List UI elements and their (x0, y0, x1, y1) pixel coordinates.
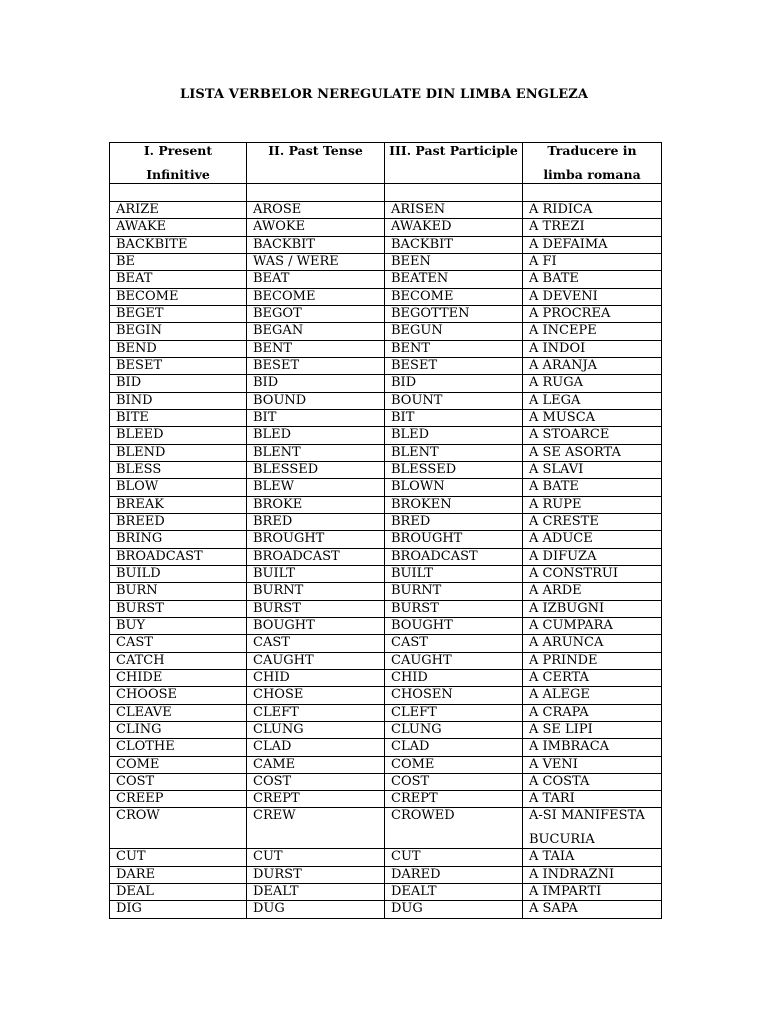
present-infinitive-cell: BECOME (110, 288, 247, 305)
table-row (110, 808, 662, 849)
translation-cell: A DEFAIMA (523, 236, 662, 253)
past-tense-cell: WAS / WERE (247, 253, 385, 270)
past-tense-cell: AROSE (247, 202, 385, 219)
past-participle-cell: CHOSEN (385, 687, 523, 704)
past-tense-cell: BROUGHT (247, 531, 385, 548)
past-tense-cell: BID (247, 375, 385, 392)
past-tense-cell: CREW (247, 808, 385, 849)
past-tense-cell: COST (247, 773, 385, 790)
past-tense-cell: CAUGHT (247, 652, 385, 669)
past-participle-cell: BEGUN (385, 323, 523, 340)
table-body (110, 202, 662, 919)
translation-cell: A DIFUZA (523, 548, 662, 565)
translation-cell: A CRESTE (523, 513, 662, 530)
past-tense-cell: CAST (247, 635, 385, 652)
present-infinitive-cell: CLEAVE (110, 704, 247, 721)
translation-cell: A TAIA (523, 849, 662, 866)
translation-cell: A INDOI (523, 340, 662, 357)
past-tense-cell: CLAD (247, 739, 385, 756)
translation-cell: A RIDICA (523, 202, 662, 219)
table-row (110, 219, 662, 236)
past-participle-cell: COME (385, 756, 523, 773)
past-tense-cell: BEAT (247, 271, 385, 288)
past-tense-cell: CREPT (247, 791, 385, 808)
table-row (110, 409, 662, 426)
table-row (110, 479, 662, 496)
table-row (110, 687, 662, 704)
past-participle-cell: CREPT (385, 791, 523, 808)
past-participle-cell: CAST (385, 635, 523, 652)
table-row (110, 375, 662, 392)
translation-cell: A SAPA (523, 901, 662, 918)
table-row (110, 583, 662, 600)
past-participle-cell: BLESSED (385, 461, 523, 478)
past-tense-cell: CLUNG (247, 721, 385, 738)
present-infinitive-cell: BEND (110, 340, 247, 357)
translation-cell: A PRINDE (523, 652, 662, 669)
past-participle-cell: BLOWN (385, 479, 523, 496)
translation-cell: A VENI (523, 756, 662, 773)
translation-cell: A CRAPA (523, 704, 662, 721)
translation-cell: A STOARCE (523, 427, 662, 444)
translation-cell: A DEVENI (523, 288, 662, 305)
header-present-infinitive: I. Present Infinitive (110, 143, 247, 184)
table-row (110, 721, 662, 738)
present-infinitive-cell: BID (110, 375, 247, 392)
past-tense-cell: BURNT (247, 583, 385, 600)
present-infinitive-cell: AWAKE (110, 219, 247, 236)
past-participle-cell: DEALT (385, 884, 523, 901)
past-participle-cell: BRED (385, 513, 523, 530)
present-infinitive-cell: CAST (110, 635, 247, 652)
past-tense-cell: BLESSED (247, 461, 385, 478)
past-tense-cell: CHID (247, 669, 385, 686)
present-infinitive-cell: BITE (110, 409, 247, 426)
past-tense-cell: DURST (247, 866, 385, 883)
translation-cell: A RUPE (523, 496, 662, 513)
translation-cell: A BATE (523, 479, 662, 496)
present-infinitive-cell: BE (110, 253, 247, 270)
translation-cell: A COSTA (523, 773, 662, 790)
present-infinitive-cell: CUT (110, 849, 247, 866)
present-infinitive-cell: BREAK (110, 496, 247, 513)
table-row (110, 340, 662, 357)
past-tense-cell: BROKE (247, 496, 385, 513)
translation-cell: A FI (523, 253, 662, 270)
table-row (110, 305, 662, 322)
table-row (110, 884, 662, 901)
table-row (110, 739, 662, 756)
past-participle-cell: BOUGHT (385, 617, 523, 634)
present-infinitive-cell: DARE (110, 866, 247, 883)
translation-cell: A MUSCA (523, 409, 662, 426)
table-row (110, 496, 662, 513)
present-infinitive-cell: BIND (110, 392, 247, 409)
present-infinitive-cell: CHOOSE (110, 687, 247, 704)
present-infinitive-cell: BLEED (110, 427, 247, 444)
past-tense-cell: BECOME (247, 288, 385, 305)
translation-cell: A ARDE (523, 583, 662, 600)
present-infinitive-cell: BURN (110, 583, 247, 600)
document-title: LISTA VERBELOR NEREGULATE DIN LIMBA ENGLEZA (179, 87, 589, 102)
past-participle-cell: DUG (385, 901, 523, 918)
past-tense-cell: CHOSE (247, 687, 385, 704)
past-tense-cell: BUILT (247, 565, 385, 582)
past-tense-cell: CUT (247, 849, 385, 866)
irregular-verbs-table (109, 142, 662, 919)
translation-cell: A LEGA (523, 392, 662, 409)
past-tense-cell: BESET (247, 357, 385, 374)
past-tense-cell: BACKBIT (247, 236, 385, 253)
past-participle-cell: ARISEN (385, 202, 523, 219)
past-participle-cell: BEATEN (385, 271, 523, 288)
present-infinitive-cell: BRING (110, 531, 247, 548)
table-row (110, 565, 662, 582)
translation-cell: A CUMPARA (523, 617, 662, 634)
translation-cell: A-SI MANIFESTA BUCURIA (523, 808, 662, 849)
past-participle-cell: BROKEN (385, 496, 523, 513)
past-tense-cell: CAME (247, 756, 385, 773)
present-infinitive-cell: CATCH (110, 652, 247, 669)
table-row (110, 635, 662, 652)
translation-cell: A BATE (523, 271, 662, 288)
translation-cell: A SE LIPI (523, 721, 662, 738)
translation-cell: A ARANJA (523, 357, 662, 374)
translation-cell: A TREZI (523, 219, 662, 236)
translation-cell: A IZBUGNI (523, 600, 662, 617)
table-row (110, 791, 662, 808)
table-row (110, 513, 662, 530)
present-infinitive-cell: BACKBITE (110, 236, 247, 253)
translation-cell: A SLAVI (523, 461, 662, 478)
table-row (110, 849, 662, 866)
present-infinitive-cell: BUY (110, 617, 247, 634)
past-participle-cell: BUILT (385, 565, 523, 582)
past-participle-cell: BECOME (385, 288, 523, 305)
table-row (110, 461, 662, 478)
past-tense-cell: DEALT (247, 884, 385, 901)
translation-cell: A RUGA (523, 375, 662, 392)
past-tense-cell: BURST (247, 600, 385, 617)
present-infinitive-cell: CHIDE (110, 669, 247, 686)
table-row (110, 357, 662, 374)
table-row (110, 617, 662, 634)
past-tense-cell: BEGOT (247, 305, 385, 322)
past-participle-cell: BROUGHT (385, 531, 523, 548)
past-participle-cell: CHID (385, 669, 523, 686)
present-infinitive-cell: BLOW (110, 479, 247, 496)
table-row (110, 253, 662, 270)
present-infinitive-cell: CLOTHE (110, 739, 247, 756)
past-participle-cell: BID (385, 375, 523, 392)
table-row (110, 288, 662, 305)
past-tense-cell: BLENT (247, 444, 385, 461)
past-participle-cell: CUT (385, 849, 523, 866)
present-infinitive-cell: BLESS (110, 461, 247, 478)
past-tense-cell: CLEFT (247, 704, 385, 721)
past-tense-cell: BIT (247, 409, 385, 426)
past-participle-cell: DARED (385, 866, 523, 883)
past-participle-cell: CAUGHT (385, 652, 523, 669)
past-participle-cell: BOUNT (385, 392, 523, 409)
past-tense-cell: BLED (247, 427, 385, 444)
table-row (110, 202, 662, 219)
translation-cell: A PROCREA (523, 305, 662, 322)
translation-cell: A INCEPE (523, 323, 662, 340)
translation-cell: A ARUNCA (523, 635, 662, 652)
table-row (110, 236, 662, 253)
past-tense-cell: BLEW (247, 479, 385, 496)
table-row (110, 901, 662, 918)
table-row (110, 392, 662, 409)
present-infinitive-cell: BUILD (110, 565, 247, 582)
translation-cell: A CONSTRUI (523, 565, 662, 582)
table-row (110, 548, 662, 565)
translation-cell: A CERTA (523, 669, 662, 686)
present-infinitive-cell: BURST (110, 600, 247, 617)
past-participle-cell: BEEN (385, 253, 523, 270)
past-participle-cell: CLEFT (385, 704, 523, 721)
table-row (110, 427, 662, 444)
past-participle-cell: BEGOTTEN (385, 305, 523, 322)
present-infinitive-cell: BEGIN (110, 323, 247, 340)
present-infinitive-cell: BREED (110, 513, 247, 530)
present-infinitive-cell: BROADCAST (110, 548, 247, 565)
table-row (110, 704, 662, 721)
present-infinitive-cell: BESET (110, 357, 247, 374)
past-participle-cell: CLUNG (385, 721, 523, 738)
table-header-row (110, 143, 662, 184)
past-tense-cell: BOUGHT (247, 617, 385, 634)
present-infinitive-cell: CREEP (110, 791, 247, 808)
table-row (110, 600, 662, 617)
present-infinitive-cell: COME (110, 756, 247, 773)
translation-cell: A ALEGE (523, 687, 662, 704)
past-participle-cell: AWAKED (385, 219, 523, 236)
header-past-participle: III. Past Participle (385, 143, 523, 184)
past-tense-cell: BRED (247, 513, 385, 530)
past-participle-cell: CROWED (385, 808, 523, 849)
present-infinitive-cell: DIG (110, 901, 247, 918)
table-row (110, 866, 662, 883)
past-tense-cell: BROADCAST (247, 548, 385, 565)
translation-cell: A SE ASORTA (523, 444, 662, 461)
present-infinitive-cell: CLING (110, 721, 247, 738)
table-row (110, 669, 662, 686)
header-past-tense: II. Past Tense (247, 143, 385, 184)
translation-cell: A IMPARTI (523, 884, 662, 901)
present-infinitive-cell: CROW (110, 808, 247, 849)
past-tense-cell: AWOKE (247, 219, 385, 236)
past-participle-cell: COST (385, 773, 523, 790)
past-tense-cell: DUG (247, 901, 385, 918)
past-tense-cell: BEGAN (247, 323, 385, 340)
past-participle-cell: BURST (385, 600, 523, 617)
translation-cell: A TARI (523, 791, 662, 808)
table-row (110, 323, 662, 340)
past-participle-cell: BESET (385, 357, 523, 374)
past-participle-cell: CLAD (385, 739, 523, 756)
present-infinitive-cell: DEAL (110, 884, 247, 901)
past-participle-cell: BIT (385, 409, 523, 426)
present-infinitive-cell: COST (110, 773, 247, 790)
past-participle-cell: BENT (385, 340, 523, 357)
header-translation: Traducere in limba romana (523, 143, 662, 184)
past-participle-cell: BACKBIT (385, 236, 523, 253)
past-participle-cell: BURNT (385, 583, 523, 600)
table-blank-row (110, 184, 662, 202)
table-row (110, 652, 662, 669)
table-row (110, 773, 662, 790)
table-row (110, 444, 662, 461)
past-tense-cell: BOUND (247, 392, 385, 409)
past-participle-cell: BROADCAST (385, 548, 523, 565)
table-row (110, 271, 662, 288)
translation-cell: A ADUCE (523, 531, 662, 548)
table-row (110, 531, 662, 548)
past-participle-cell: BLED (385, 427, 523, 444)
translation-cell: A IMBRACA (523, 739, 662, 756)
table-row (110, 756, 662, 773)
present-infinitive-cell: BEAT (110, 271, 247, 288)
past-participle-cell: BLENT (385, 444, 523, 461)
translation-cell: A INDRAZNI (523, 866, 662, 883)
past-tense-cell: BENT (247, 340, 385, 357)
present-infinitive-cell: BEGET (110, 305, 247, 322)
present-infinitive-cell: BLEND (110, 444, 247, 461)
present-infinitive-cell: ARIZE (110, 202, 247, 219)
